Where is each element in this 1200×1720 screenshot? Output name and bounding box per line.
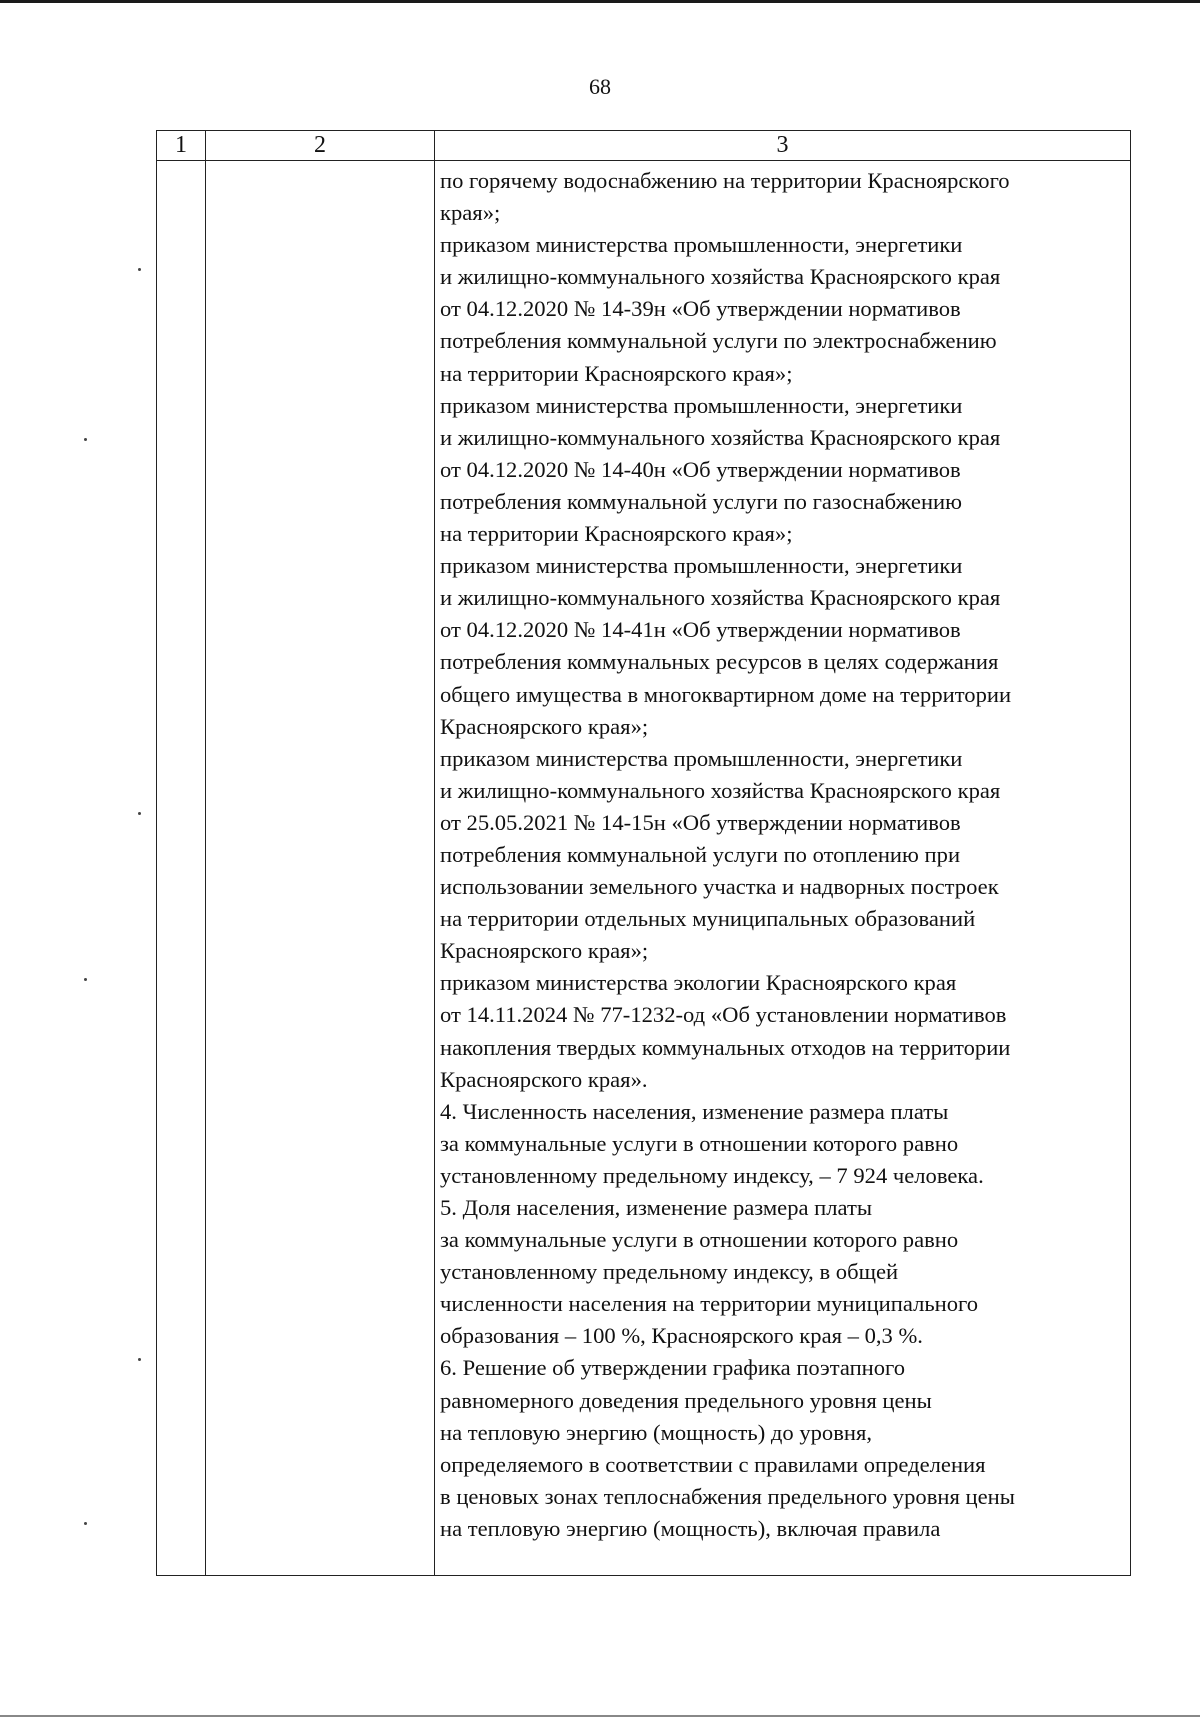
text-line: Красноярского края». [440, 1066, 648, 1092]
text-line: на территории Красноярского края»; [440, 521, 793, 547]
table-header-row [157, 131, 1131, 161]
scan-speck [138, 812, 141, 815]
text-line: по горячему водоснабжению на территории Красноярского [440, 168, 1010, 193]
document-table [156, 130, 1131, 1576]
text-line: потребления коммунальной услуги по электроснабжению [440, 328, 997, 354]
text-line: потребления коммунальных ресурсов в целях содержания [440, 649, 999, 675]
text-line: от 04.12.2020 № 14-39н «Об утверждении нормативов [440, 296, 961, 322]
text-line: приказом министерства промышленности, энергетики [440, 232, 963, 258]
column-3-cell [435, 161, 1131, 1576]
text-line: от 04.12.2020 № 14-41н «Об утверждении нормативов [440, 617, 961, 643]
text-line: 6. Решение об утверждении графика поэтапного [440, 1355, 906, 1381]
text-line: за коммунальные услуги в отношении которого равно [440, 1227, 959, 1253]
text-line: образования – 100 %, Красноярского края – 0,3 %. [440, 1323, 923, 1349]
text-line: приказом министерства промышленности, энергетики [440, 392, 963, 418]
text-line: на территории отдельных муниципальных образований [440, 906, 976, 932]
text-line: 4. Численность населения, изменение размера платы [440, 1098, 949, 1124]
page-number: 68 [589, 74, 611, 99]
scan-bottom-edge [0, 1715, 1200, 1717]
text-line: установленному предельному индексу, – 7 924 человека. [440, 1162, 984, 1188]
scan-speck [84, 438, 87, 441]
text-line: от 25.05.2021 № 14-15н «Об утверждении нормативов [440, 809, 961, 835]
column-header-1: 1 [157, 131, 206, 161]
text-line: на территории Красноярского края»; [440, 360, 793, 386]
text-line: равномерного доведения предельного уровня цены [440, 1387, 932, 1413]
text-line: установленному предельному индексу, в общей [440, 1259, 899, 1285]
scan-top-edge [0, 0, 1200, 3]
text-line: и жилищно-коммунального хозяйства Красноярского края [440, 424, 1001, 450]
text-line: использовании земельного участка и надворных построек [440, 874, 999, 900]
column-3-text [435, 161, 1130, 1545]
text-line: на тепловую энергию (мощность) до уровня, [440, 1419, 873, 1445]
text-line: общего имущества в многоквартирном доме на территории [440, 681, 1012, 707]
scan-speck [84, 1522, 87, 1525]
column-header-3: 3 [435, 131, 1131, 161]
text-line: от 04.12.2020 № 14-40н «Об утверждении нормативов [440, 456, 961, 482]
scan-speck [84, 978, 87, 981]
text-line: приказом министерства промышленности, энергетики [440, 553, 963, 579]
text-line: от 14.11.2024 № 77-1232-од «Об установлении нормативов [440, 1002, 1007, 1028]
text-line: потребления коммунальной услуги по отоплению при [440, 841, 961, 867]
text-line: в ценовых зонах теплоснабжения предельного уровня цены [440, 1483, 1015, 1509]
text-line: 5. Доля населения, изменение размера платы [440, 1195, 873, 1220]
text-line: численности населения на территории муниципального [440, 1291, 979, 1317]
text-line: потребления коммунальной услуги по газоснабжению [440, 488, 963, 514]
text-line: и жилищно-коммунального хозяйства Красноярского края [440, 264, 1001, 290]
table-row [157, 161, 1131, 1576]
column-header-2: 2 [206, 131, 435, 161]
scan-speck [138, 268, 141, 271]
text-line: края»; [440, 200, 501, 226]
text-line: и жилищно-коммунального хозяйства Красноярского края [440, 777, 1001, 803]
text-line: Красноярского края»; [440, 938, 649, 964]
text-line: Красноярского края»; [440, 713, 649, 739]
text-line: определяемого в соответствии с правилами определения [440, 1451, 986, 1477]
text-line: приказом министерства промышленности, энергетики [440, 745, 963, 771]
text-line: и жилищно-коммунального хозяйства Красноярского края [440, 585, 1001, 611]
scan-speck [138, 1358, 141, 1361]
text-line: приказом министерства экологии Красноярского края [440, 970, 957, 996]
text-line: на тепловую энергию (мощность), включая правила [440, 1515, 941, 1541]
text-line: за коммунальные услуги в отношении которого равно [440, 1130, 959, 1156]
text-line: накопления твердых коммунальных отходов на территории [440, 1034, 1011, 1060]
column-2-cell [206, 161, 435, 1576]
column-1-cell [157, 161, 206, 1576]
